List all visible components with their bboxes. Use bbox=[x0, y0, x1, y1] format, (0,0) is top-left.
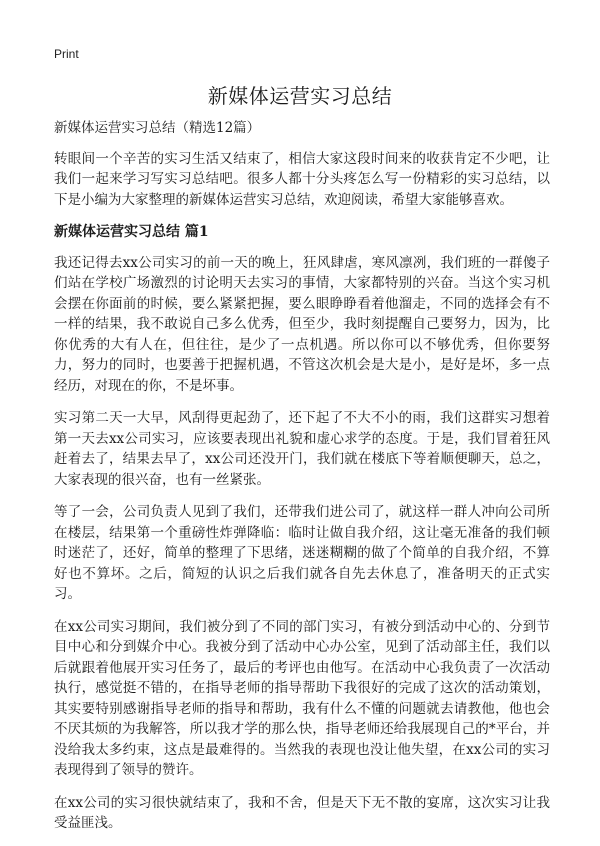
print-link[interactable]: Print bbox=[54, 47, 79, 61]
subtitle: 新媒体运营实习总结（精选12篇） bbox=[54, 120, 261, 136]
intro-paragraph: 转眼间一个辛苦的实习生活又结束了，相信大家这段时间来的收获肯定不少吧，让我们一起来学习写实习总结吧。很多人都十分头疼怎么写一份精彩的实习总结，以下是小编为大家整理的新媒体运营实习总结，欢迎阅读，希望大家能够喜欢。 bbox=[54, 150, 550, 208]
paragraph: 实习第二天一大早，风刮得更起劲了，还下起了不大不小的雨，我们这群实习想着第一天去xx公司实习，应该要表现出礼貌和虚心求学的态度。于是，我们冒着狂风赶着去了，结果去早了，xx公司还没开门，我们就在楼底下等着顺便聊天，总之，大家表现的很兴奋，也有一丝紧张。 bbox=[54, 410, 550, 488]
document-body bbox=[54, 118, 550, 846]
paragraph: 在xx公司实习期间，我们被分到了不同的部门实习，有被分到活动中心的、分到节目中心和分到媒介中心。我被分到了活动中心办公室，见到了活动部主任，我们以后就跟着他展开实习任务了，最后的考评也由他写。在活动中心我负责了一次活动执行，感觉挺不错的，在指导老师的指导帮助下我很好的完成了这次的活动策划，其实要特别感谢指导老师的指导和帮助，我有什么不懂的问题就去请教他，他也会不厌其烦的为我解答，所以我才学的那么快，指导老师还给我展现自己的*平台，并没给我太多约束，这点是最难得的。当然我的表现也没让他失望，在xx公司的实习表现得到了领导的赞许。 bbox=[54, 618, 550, 778]
paragraph: 等了一会，公司负责人见到了我们，还带我们进公司了，就这样一群人冲向公司所在楼层，结果第一个重磅性炸弹降临：临时让做自我介绍，这让毫无准备的我们顿时迷茫了，还好，简单的整理了下思绪，迷迷糊糊的做了个简单的自我介绍，不算好也不算坏。之后，简短的认识之后我们就各自先去休息了，准备明天的正式实习。 bbox=[54, 504, 550, 602]
section-heading: 新媒体运营实习总结 篇1 bbox=[54, 224, 209, 240]
paragraph: 在xx公司的实习很快就结束了，我和不舍，但是天下无不散的宴席，这次实习让我受益匪浅。 bbox=[54, 794, 550, 831]
paragraph: 我还记得去xx公司实习的前一天的晚上，狂风肆虐，寒风凛冽，我们班的一群傻子们站在学校广场激烈的讨论明天去实习的事情，大家都特别的兴奋。当这个实习机会摆在你面前的时候，要么紧紧把握，要么眼睁睁看着他溜走，不同的选择会有不一样的结果，我不敢说自己多么优秀，但至少，我时刻提醒自己要努力，因为，比你优秀的大有人在，但往往，是少了一点机遇。所以你可以不够优秀，但你要努力，努力的同时，也要善于把握机遇，不管这次机会是大是小，是好是坏，多一点经历，对现在的你，不是坏事。 bbox=[54, 254, 550, 394]
page-title: 新媒体运营实习总结 bbox=[207, 84, 393, 108]
